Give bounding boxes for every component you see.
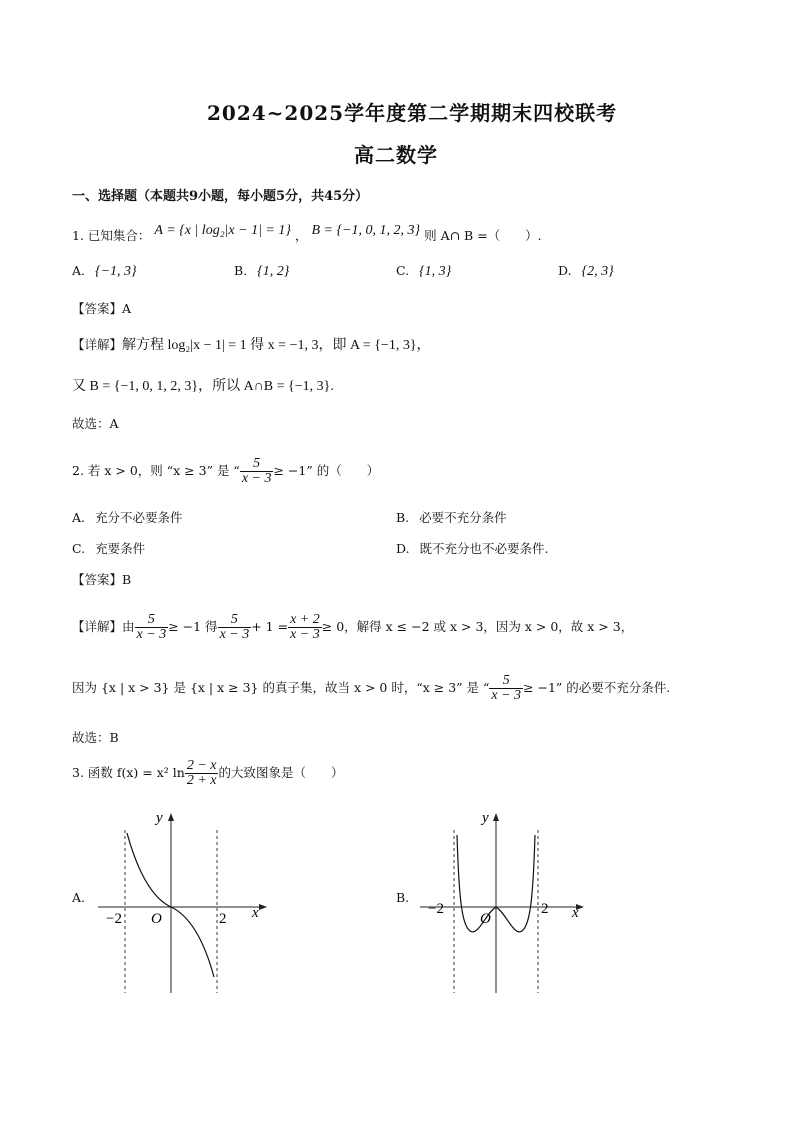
option-label: B.	[396, 510, 410, 525]
x-label: x	[572, 905, 579, 921]
q1-choose: 故选：A	[72, 416, 119, 431]
tick-label-2: 2	[541, 901, 549, 917]
detail-fraction-2: $\frac{5}{x - 3}$	[219, 612, 250, 642]
question-3-stem	[72, 757, 344, 789]
option-value: {−1, 3}	[95, 264, 137, 279]
detail-text: 由	[122, 619, 135, 634]
answer-tag: 【答案】	[72, 301, 123, 316]
q1-option-b[interactable]	[234, 263, 289, 280]
q2-stem-b: ≥ −1” 的（ ）	[273, 463, 380, 478]
option-label: B.	[234, 263, 248, 278]
q3-graph-a[interactable]	[90, 805, 280, 995]
q2-choose: 故选：B	[72, 730, 119, 745]
q3-option-b-label[interactable]: B.	[396, 890, 410, 905]
tick-label-neg2: −2	[428, 901, 444, 917]
y-label: y	[482, 810, 489, 826]
option-label: D.	[396, 541, 410, 556]
option-label: A.	[72, 510, 86, 525]
option-value: {2, 3}	[581, 264, 614, 279]
q1-stem-prefix: 1. 已知集合：	[72, 228, 151, 243]
answer-tag: 【答案】	[72, 572, 123, 587]
q1-option-a[interactable]	[72, 263, 137, 280]
detail-fraction-3: $\frac{x + 2}{x - 3}$	[290, 612, 320, 642]
q1-option-c[interactable]	[396, 263, 451, 280]
detail-text: ≥ −1 得	[168, 619, 218, 634]
q1-set-a: A = {x | log₂|x − 1| = 1}	[154, 223, 291, 238]
q2-detail-line-1	[72, 611, 633, 643]
detail-text: 解方程 log₂|x − 1| = 1 得 x = −1, 3，即 A = {−1, 3}，	[122, 338, 431, 353]
origin-label: O	[151, 911, 162, 927]
q2-stem-a: 2. 若 x > 0，则 “x ≥ 3” 是 “	[72, 463, 240, 478]
detail-tag: 【详解】	[72, 619, 123, 634]
q1-detail-line-2	[72, 378, 334, 395]
q2-option-d[interactable]	[396, 541, 549, 557]
option-label: A.	[72, 263, 86, 278]
q3-option-a-label[interactable]: A.	[72, 890, 86, 905]
page-title: 2024~2025学年度第二学期期末四校联考	[207, 101, 618, 125]
detail-text: ≥ −1” 的必要不充分条件.	[523, 680, 671, 695]
q2-detail-line-2	[72, 672, 670, 704]
x-axis-arrow	[259, 904, 267, 910]
tick-label-neg2: −2	[106, 911, 122, 927]
detail-tag: 【详解】	[72, 337, 123, 352]
q1-set-b: B = {−1, 0, 1, 2, 3}	[311, 223, 421, 238]
option-value: 充分不必要条件	[95, 510, 183, 525]
detail-text: ≥ 0，解得 x ≤ −2 或 x > 3，因为 x > 0，故 x > 3，	[321, 619, 634, 634]
q1-answer	[72, 301, 131, 317]
option-value: 既不充分也不必要条件.	[419, 541, 549, 556]
option-label: C.	[72, 541, 86, 556]
origin-label: O	[480, 911, 491, 927]
q1-detail-line-1	[72, 337, 431, 354]
option-value: 充要条件	[95, 541, 146, 556]
x-label: x	[252, 905, 259, 921]
question-2-stem	[72, 455, 379, 487]
q2-answer	[72, 572, 131, 588]
answer-value: A	[122, 301, 132, 316]
q3-stem-b: 的大致图象是（ ）	[218, 765, 344, 780]
detail-fraction-1: $\frac{5}{x - 3}$	[136, 612, 167, 642]
y-axis-arrow	[168, 813, 174, 821]
option-label: D.	[558, 263, 572, 278]
q3-graph-b[interactable]	[412, 805, 612, 995]
q1-option-d[interactable]	[558, 263, 614, 280]
q2-option-a[interactable]	[72, 510, 183, 526]
detail-text: 因为 {x | x > 3} 是 {x | x ≥ 3} 的真子集，故当 x > 0 时，“x ≥ 3” 是 “	[72, 680, 490, 695]
q1-stem-suffix: 则 A∩ B =（ ）.	[424, 228, 542, 243]
q3-stem-a: 3. 函数 f(x) = x² ln	[72, 765, 185, 780]
option-value: 必要不充分条件	[419, 510, 507, 525]
q2-option-c[interactable]	[72, 541, 145, 557]
q1-comma: ，	[294, 228, 308, 243]
answer-value: B	[122, 572, 132, 587]
q2-fraction: $\frac{5}{x - 3}$	[241, 456, 272, 486]
q2-option-b[interactable]	[396, 510, 507, 526]
y-label: y	[156, 810, 163, 826]
section-heading: 一、选择题（本题共9小题，每小题5分，共45分）	[72, 189, 369, 204]
q3-fraction: $\frac{2 - x}{2 + x}$	[186, 758, 217, 788]
tick-label-2: 2	[219, 911, 227, 927]
y-axis-arrow	[493, 813, 499, 821]
option-value: {1, 3}	[419, 264, 452, 279]
detail-text: + 1 =	[251, 619, 289, 634]
option-value: {1, 2}	[257, 264, 290, 279]
page-subtitle: 高二数学	[354, 143, 438, 167]
detail-text: 又 B = {−1, 0, 1, 2, 3}，所以 A∩B = {−1, 3}.	[72, 379, 334, 394]
option-label: C.	[396, 263, 410, 278]
detail-fraction-4: $\frac{5}{x - 3}$	[491, 673, 522, 703]
question-1-stem	[72, 223, 542, 245]
